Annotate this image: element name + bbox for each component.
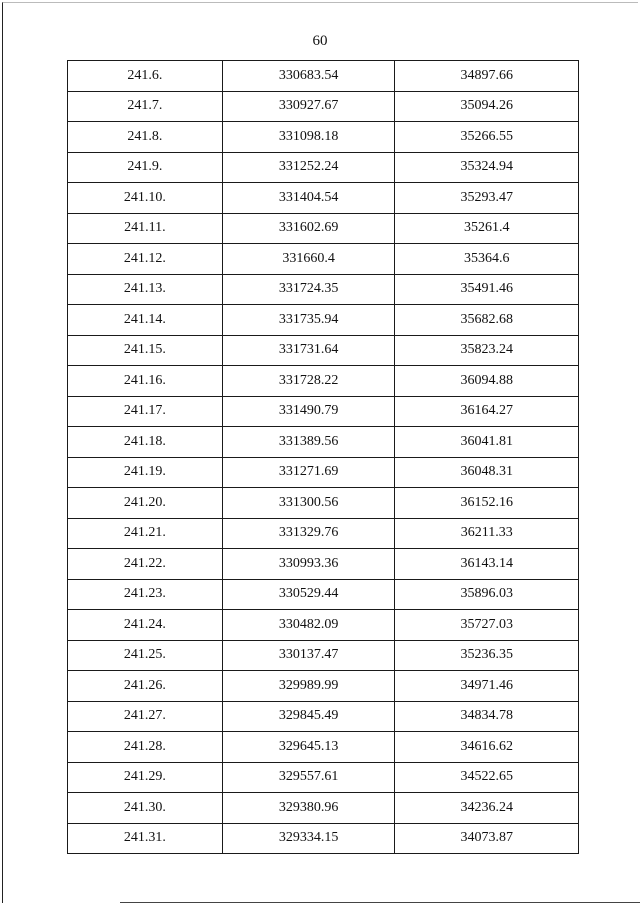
table-row xyxy=(68,610,579,641)
table-row xyxy=(68,762,579,793)
point-id-cell: 241.6. xyxy=(68,61,223,92)
page-number: 60 xyxy=(312,33,328,49)
table-row xyxy=(68,61,579,92)
y-coordinate-cell: 36211.33 xyxy=(395,518,579,549)
point-id-cell: 241.21. xyxy=(68,518,223,549)
x-coordinate-cell: 331271.69 xyxy=(222,457,395,488)
x-coordinate-cell: 330529.44 xyxy=(222,579,395,610)
y-coordinate-cell: 36152.16 xyxy=(395,488,579,519)
point-id-cell: 241.8. xyxy=(68,122,223,153)
x-coordinate-cell: 331660.4 xyxy=(222,244,395,275)
point-id-cell: 241.22. xyxy=(68,549,223,580)
point-id-cell: 241.31. xyxy=(68,823,223,854)
table-row xyxy=(68,335,579,366)
x-coordinate-cell: 330993.36 xyxy=(222,549,395,580)
coordinates-table-body xyxy=(68,61,579,854)
y-coordinate-cell: 36048.31 xyxy=(395,457,579,488)
x-coordinate-cell: 330137.47 xyxy=(222,640,395,671)
point-id-cell: 241.20. xyxy=(68,488,223,519)
x-coordinate-cell: 331300.56 xyxy=(222,488,395,519)
y-coordinate-cell: 35727.03 xyxy=(395,610,579,641)
point-id-cell: 241.24. xyxy=(68,610,223,641)
x-coordinate-cell: 331731.64 xyxy=(222,335,395,366)
x-coordinate-cell: 330482.09 xyxy=(222,610,395,641)
y-coordinate-cell: 35682.68 xyxy=(395,305,579,336)
y-coordinate-cell: 35293.47 xyxy=(395,183,579,214)
y-coordinate-cell: 36164.27 xyxy=(395,396,579,427)
x-coordinate-cell: 329989.99 xyxy=(222,671,395,702)
table-row xyxy=(68,518,579,549)
table-row xyxy=(68,366,579,397)
table-row xyxy=(68,305,579,336)
table-row xyxy=(68,122,579,153)
point-id-cell: 241.27. xyxy=(68,701,223,732)
y-coordinate-cell: 35823.24 xyxy=(395,335,579,366)
point-id-cell: 241.25. xyxy=(68,640,223,671)
y-coordinate-cell: 34834.78 xyxy=(395,701,579,732)
x-coordinate-cell: 329845.49 xyxy=(222,701,395,732)
table-row xyxy=(68,823,579,854)
table-row xyxy=(68,549,579,580)
point-id-cell: 241.14. xyxy=(68,305,223,336)
x-coordinate-cell: 329557.61 xyxy=(222,762,395,793)
point-id-cell: 241.30. xyxy=(68,793,223,824)
coordinates-table xyxy=(67,60,579,854)
y-coordinate-cell: 36041.81 xyxy=(395,427,579,458)
point-id-cell: 241.16. xyxy=(68,366,223,397)
table-row xyxy=(68,640,579,671)
x-coordinate-cell: 330927.67 xyxy=(222,91,395,122)
table-row xyxy=(68,579,579,610)
y-coordinate-cell: 34236.24 xyxy=(395,793,579,824)
x-coordinate-cell: 331602.69 xyxy=(222,213,395,244)
table-row xyxy=(68,244,579,275)
table-row xyxy=(68,213,579,244)
table-row xyxy=(68,183,579,214)
page-bottom-edge xyxy=(120,902,640,903)
table-row xyxy=(68,671,579,702)
table-row xyxy=(68,91,579,122)
table-row xyxy=(68,152,579,183)
y-coordinate-cell: 35324.94 xyxy=(395,152,579,183)
table-row xyxy=(68,701,579,732)
x-coordinate-cell: 329645.13 xyxy=(222,732,395,763)
y-coordinate-cell: 34073.87 xyxy=(395,823,579,854)
point-id-cell: 241.7. xyxy=(68,91,223,122)
y-coordinate-cell: 34971.46 xyxy=(395,671,579,702)
y-coordinate-cell: 35261.4 xyxy=(395,213,579,244)
x-coordinate-cell: 329380.96 xyxy=(222,793,395,824)
point-id-cell: 241.10. xyxy=(68,183,223,214)
table-row xyxy=(68,732,579,763)
x-coordinate-cell: 331735.94 xyxy=(222,305,395,336)
y-coordinate-cell: 35094.26 xyxy=(395,91,579,122)
point-id-cell: 241.17. xyxy=(68,396,223,427)
table-row xyxy=(68,488,579,519)
x-coordinate-cell: 330683.54 xyxy=(222,61,395,92)
point-id-cell: 241.19. xyxy=(68,457,223,488)
point-id-cell: 241.29. xyxy=(68,762,223,793)
x-coordinate-cell: 331724.35 xyxy=(222,274,395,305)
y-coordinate-cell: 34522.65 xyxy=(395,762,579,793)
y-coordinate-cell: 34897.66 xyxy=(395,61,579,92)
x-coordinate-cell: 331728.22 xyxy=(222,366,395,397)
x-coordinate-cell: 329334.15 xyxy=(222,823,395,854)
x-coordinate-cell: 331329.76 xyxy=(222,518,395,549)
point-id-cell: 241.15. xyxy=(68,335,223,366)
point-id-cell: 241.28. xyxy=(68,732,223,763)
x-coordinate-cell: 331404.54 xyxy=(222,183,395,214)
y-coordinate-cell: 34616.62 xyxy=(395,732,579,763)
point-id-cell: 241.12. xyxy=(68,244,223,275)
table-row xyxy=(68,793,579,824)
x-coordinate-cell: 331252.24 xyxy=(222,152,395,183)
x-coordinate-cell: 331389.56 xyxy=(222,427,395,458)
point-id-cell: 241.23. xyxy=(68,579,223,610)
y-coordinate-cell: 35491.46 xyxy=(395,274,579,305)
y-coordinate-cell: 36094.88 xyxy=(395,366,579,397)
y-coordinate-cell: 35896.03 xyxy=(395,579,579,610)
table-row xyxy=(68,457,579,488)
table-row xyxy=(68,274,579,305)
point-id-cell: 241.9. xyxy=(68,152,223,183)
point-id-cell: 241.26. xyxy=(68,671,223,702)
table-row xyxy=(68,427,579,458)
table-row xyxy=(68,396,579,427)
x-coordinate-cell: 331490.79 xyxy=(222,396,395,427)
point-id-cell: 241.13. xyxy=(68,274,223,305)
y-coordinate-cell: 35236.35 xyxy=(395,640,579,671)
y-coordinate-cell: 35266.55 xyxy=(395,122,579,153)
point-id-cell: 241.11. xyxy=(68,213,223,244)
point-id-cell: 241.18. xyxy=(68,427,223,458)
y-coordinate-cell: 35364.6 xyxy=(395,244,579,275)
x-coordinate-cell: 331098.18 xyxy=(222,122,395,153)
y-coordinate-cell: 36143.14 xyxy=(395,549,579,580)
